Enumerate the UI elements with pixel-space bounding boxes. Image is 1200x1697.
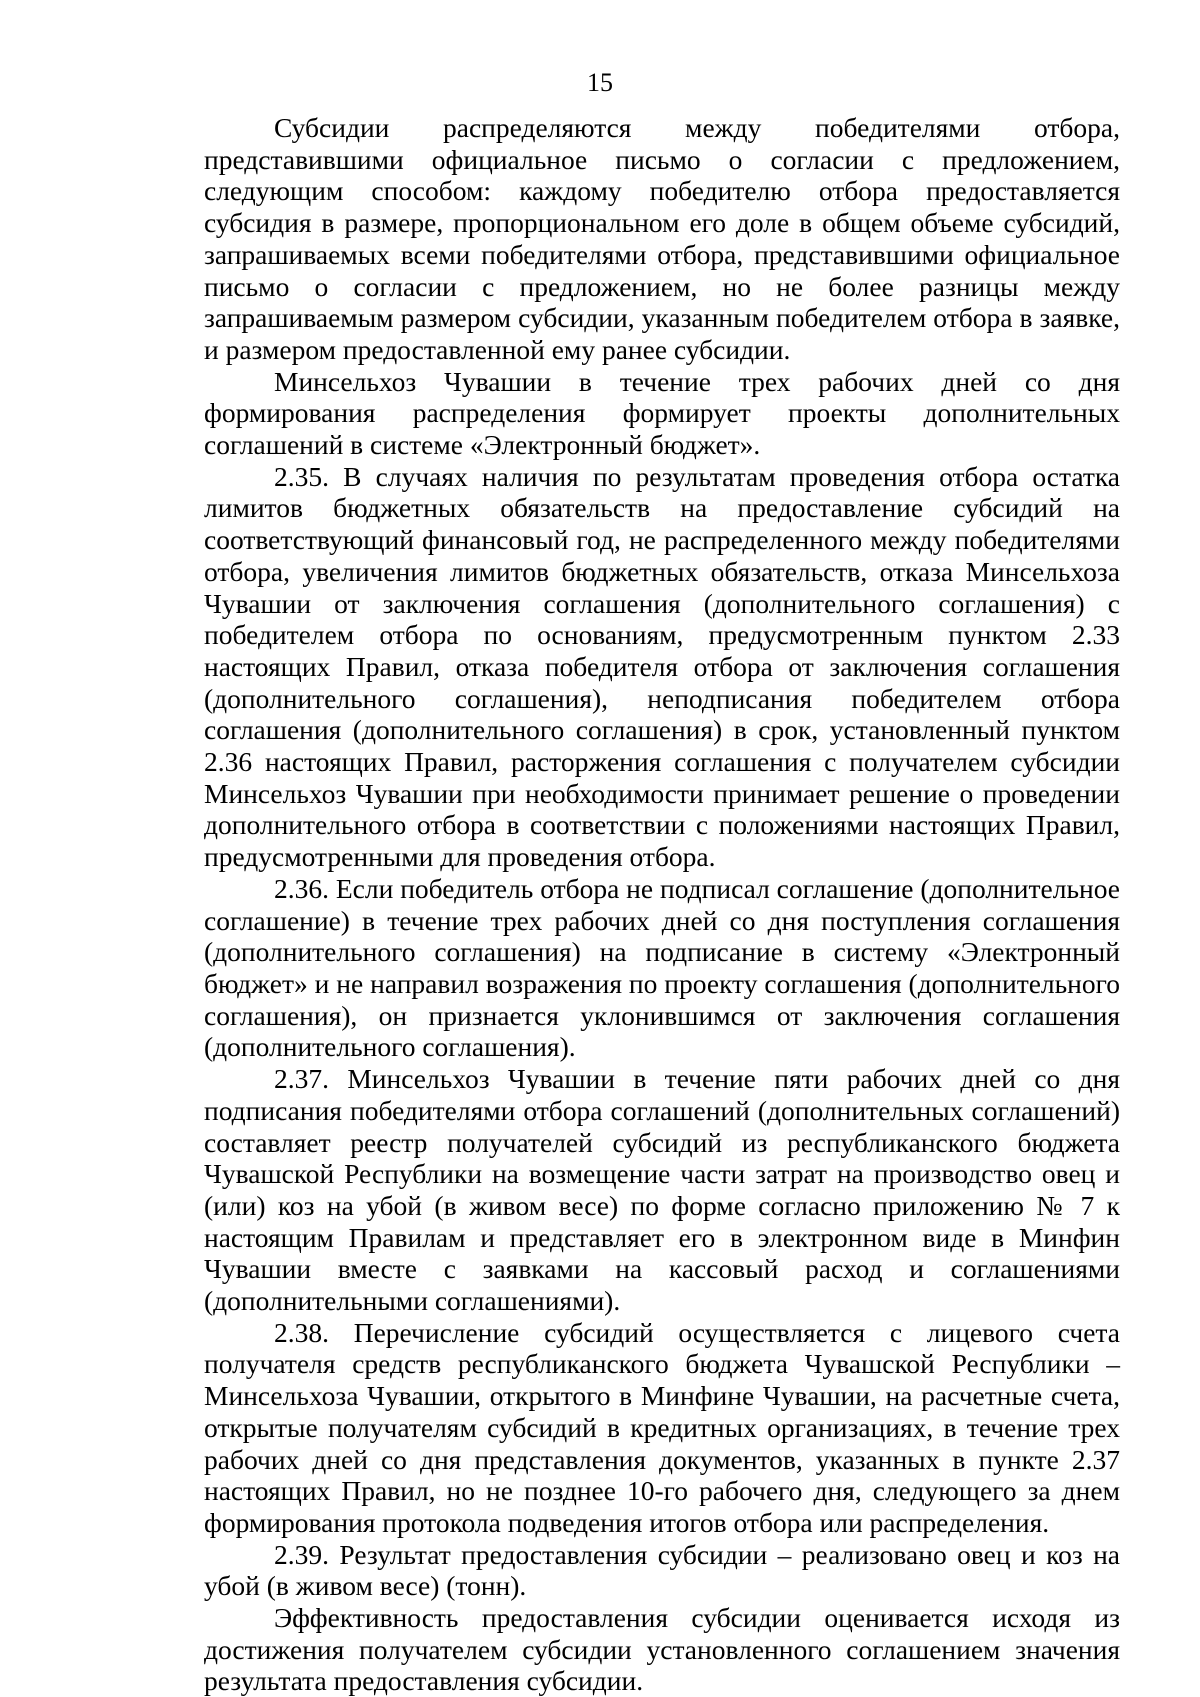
paragraph-clause-2-36: 2.36. Если победитель отбора не подписал соглашение (дополнительное соглашение) в течение трех рабочих дней со дня поступления соглашения (дополнительного соглашения) на подписание в систему «Электронный бюджет» и не направил возражения по проекту соглашения (дополнительного соглашения), он признается уклонившимся от заключения соглашения (дополнительного соглашения). <box>204 872 1120 1063</box>
paragraph-clause-2-35: 2.35. В случаях наличия по результатам проведения отбора остатка лимитов бюджетных обязательств на предоставление субсидий на соответствующий финансовый год, не распределенного между победителями отбора, увеличения лимитов бюджетных обязательств, отказа Минсельхоза Чувашии от заключения соглашения (дополнительного соглашения) с победителем отбора по основаниям, предусмотренным пунктом 2.33 настоящих Правил, отказа победителя отбора от заключения соглашения (дополнительного соглашения), неподписания победителем отбора соглашения (дополнительного соглашения) в срок, установленный пунктом 2.36 настоящих Правил, расторжения соглашения с получателем субсидии Минсельхоз Чувашии при необходимости принимает решение о проведении дополнительного отбора в соответствии с положениями настоящих Правил, предусмотренными для проведения отбора. <box>204 460 1120 873</box>
paragraph-clause-2-39: 2.39. Результат предоставления субсидии – реализовано овец и коз на убой (в живом весе) (тонн). <box>204 1538 1120 1602</box>
paragraph-effectiveness: Эффективность предоставления субсидии оценивается исходя из достижения получателем субсидии установленного соглашением значения результата предоставления субсидии. <box>204 1602 1120 1697</box>
paragraph-clause-2-38: 2.38. Перечисление субсидий осуществляется с лицевого счета получателя средств республиканского бюджета Чувашской Республики – Минсельхоза Чувашии, открытого в Минфине Чувашии, на расчетные счета, открытые получателям субсидий в кредитных организациях, в течение трех рабочих дней со дня представления документов, указанных в пункте 2.37 настоящих Правил, но не позднее 10-го рабочего дня, следующего за днем формирования протокола подведения итогов отбора или распределения. <box>204 1316 1120 1538</box>
paragraph-clause-2-37: 2.37. Минсельхоз Чувашии в течение пяти рабочих дней со дня подписания победителями отбора соглашений (дополнительных соглашений) составляет реестр получателей субсидий из республиканского бюджета Чувашской Республики на возмещение части затрат на производство овец и (или) коз на убой (в живом весе) по форме согласно приложению № 7 к настоящим Правилам и представляет его в электронном виде в Минфин Чувашии вместе с заявками на кассовый расход и соглашениями (дополнительными соглашениями). <box>204 1063 1120 1317</box>
document-body <box>204 112 1120 1697</box>
paragraph-subsidy-distribution: Субсидии распределяются между победителями отбора, представившими официальное письмо о согласии с предложением, следующим способом: каждому победителю отбора предоставляется субсидия в размере, пропорциональном его доле в общем объеме субсидий, запрашиваемых всеми победителями отбора, представившими официальное письмо о согласии с предложением, но не более разницы между запрашиваемым размером субсидии, указанным победителем отбора в заявке, и размером предоставленной ему ранее субсидии. <box>204 112 1120 365</box>
paragraph-draft-agreements: Минсельхоз Чувашии в течение трех рабочих дней со дня формирования распределения формирует проекты дополнительных соглашений в системе «Электронный бюджет». <box>204 365 1120 461</box>
page-number: 15 <box>587 68 613 97</box>
